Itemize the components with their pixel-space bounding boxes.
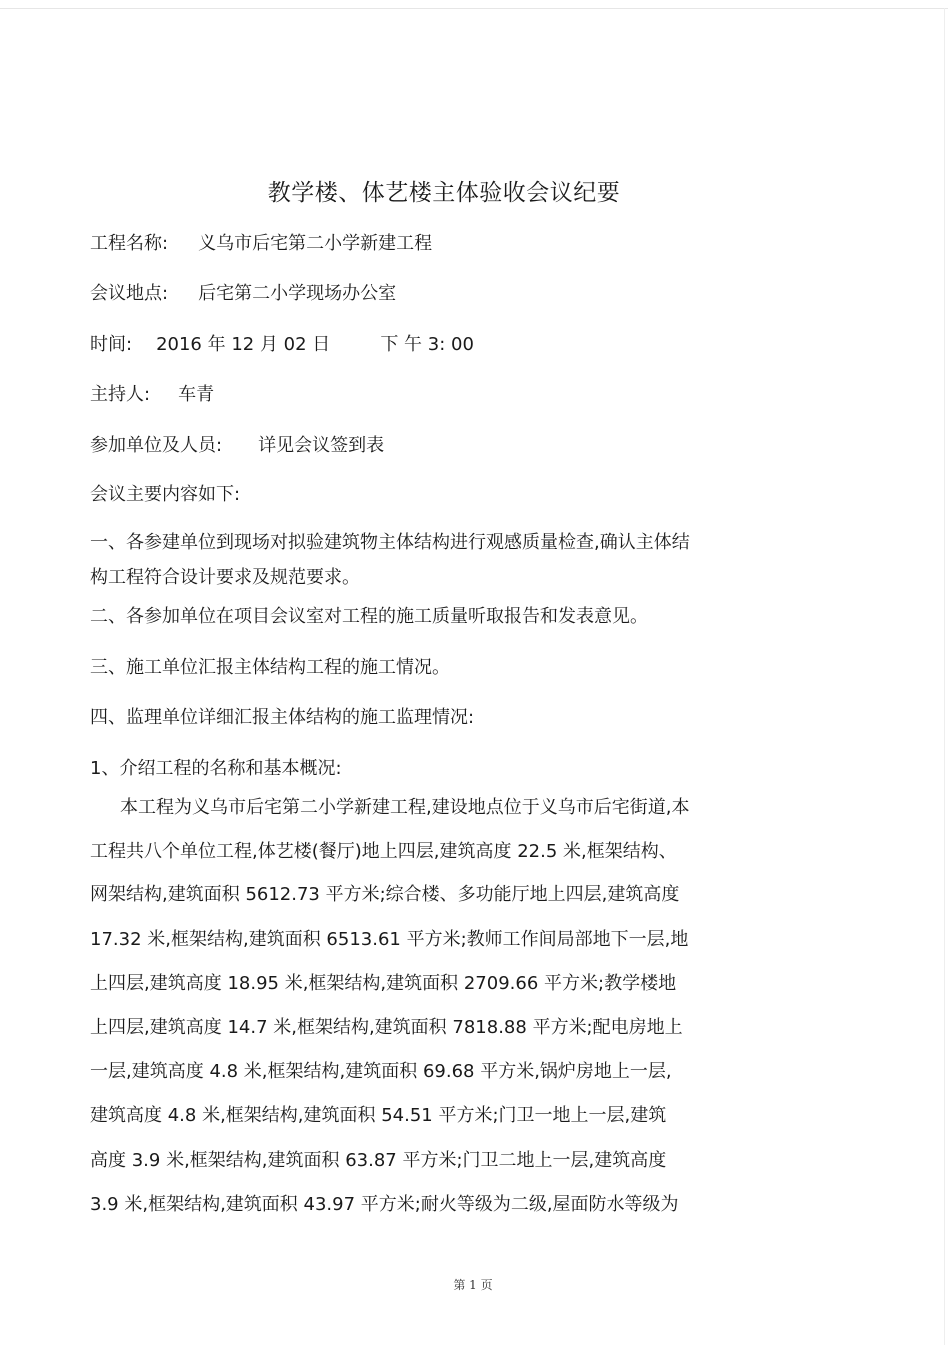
contents-heading: 会议主要内容如下:	[90, 484, 241, 505]
meeting-time-clock: 下 午 3: 00	[380, 334, 474, 355]
body-line-text: 本工程为义乌市后宅第二小学新建工程,建设地点位于义乌市后宅街道,本	[120, 797, 690, 818]
body-line: 高度 3.9 米,框架结构,建筑面积 63.87 平方米;门卫二地上一层,建筑高度	[90, 1150, 667, 1171]
meeting-time-date: 2016 年 12 月 02 日	[156, 334, 331, 355]
meeting-time-label: 时间:	[90, 334, 133, 355]
body-line: 一层,建筑高度 4.8 米,框架结构,建筑面积 69.68 平方米,锅炉房地上一层,	[90, 1061, 672, 1082]
project-name-value: 义乌市后宅第二小学新建工程	[198, 233, 433, 254]
body-line: 建筑高度 4.8 米,框架结构,建筑面积 54.51 平方米;门卫一地上一层,建筑	[90, 1105, 667, 1126]
body-line: 工程共八个单位工程,体艺楼(餐厅)地上四层,建筑高度 22.5 米,框架结构、	[90, 841, 677, 862]
meeting-time-row	[90, 332, 474, 358]
page-right-border	[944, 8, 945, 1345]
item-line: 构工程符合设计要求及规范要求。	[90, 567, 360, 588]
body-line: 3.9 米,框架结构,建筑面积 43.97 平方米;耐火等级为二级,屋面防水等级为	[90, 1194, 679, 1215]
meeting-location-value: 后宅第二小学现场办公室	[198, 283, 397, 304]
host-label: 主持人:	[90, 384, 151, 405]
item-line: 三、施工单位汇报主体结构工程的施工情况。	[90, 657, 450, 678]
attendees-label: 参加单位及人员:	[90, 435, 223, 456]
project-name-row	[90, 231, 432, 257]
document-title: 教学楼、体艺楼主体验收会议纪要	[267, 180, 621, 206]
item-line: 1、介绍工程的名称和基本概况:	[90, 758, 342, 779]
meeting-location-label: 会议地点:	[90, 283, 169, 304]
host-value: 车青	[178, 384, 215, 405]
attendees-value: 详见会议签到表	[258, 435, 385, 456]
page-footer: 第 1 页	[453, 1278, 493, 1292]
attendees-row	[90, 433, 384, 459]
item-line: 一、各参建单位到现场对拟验建筑物主体结构进行观感质量检查,确认主体结	[90, 532, 690, 553]
item-line: 四、监理单位详细汇报主体结构的施工监理情况:	[90, 707, 475, 728]
project-name-label: 工程名称:	[90, 233, 169, 254]
body-line: 17.32 米,框架结构,建筑面积 6513.61 平方米;教师工作间局部地下一层,地	[90, 929, 689, 950]
body-line: 网架结构,建筑面积 5612.73 平方米;综合楼、多功能厅地上四层,建筑高度	[90, 884, 680, 905]
meeting-location-row	[90, 281, 396, 307]
body-line	[90, 795, 689, 821]
body-line: 上四层,建筑高度 14.7 米,框架结构,建筑面积 7818.88 平方米;配电房地上	[90, 1017, 683, 1038]
item-line: 二、各参加单位在项目会议室对工程的施工质量听取报告和发表意见。	[90, 606, 648, 627]
host-row	[90, 382, 214, 408]
body-line: 上四层,建筑高度 18.95 米,框架结构,建筑面积 2709.66 平方米;教学楼地	[90, 973, 677, 994]
page-top-border	[0, 8, 948, 9]
